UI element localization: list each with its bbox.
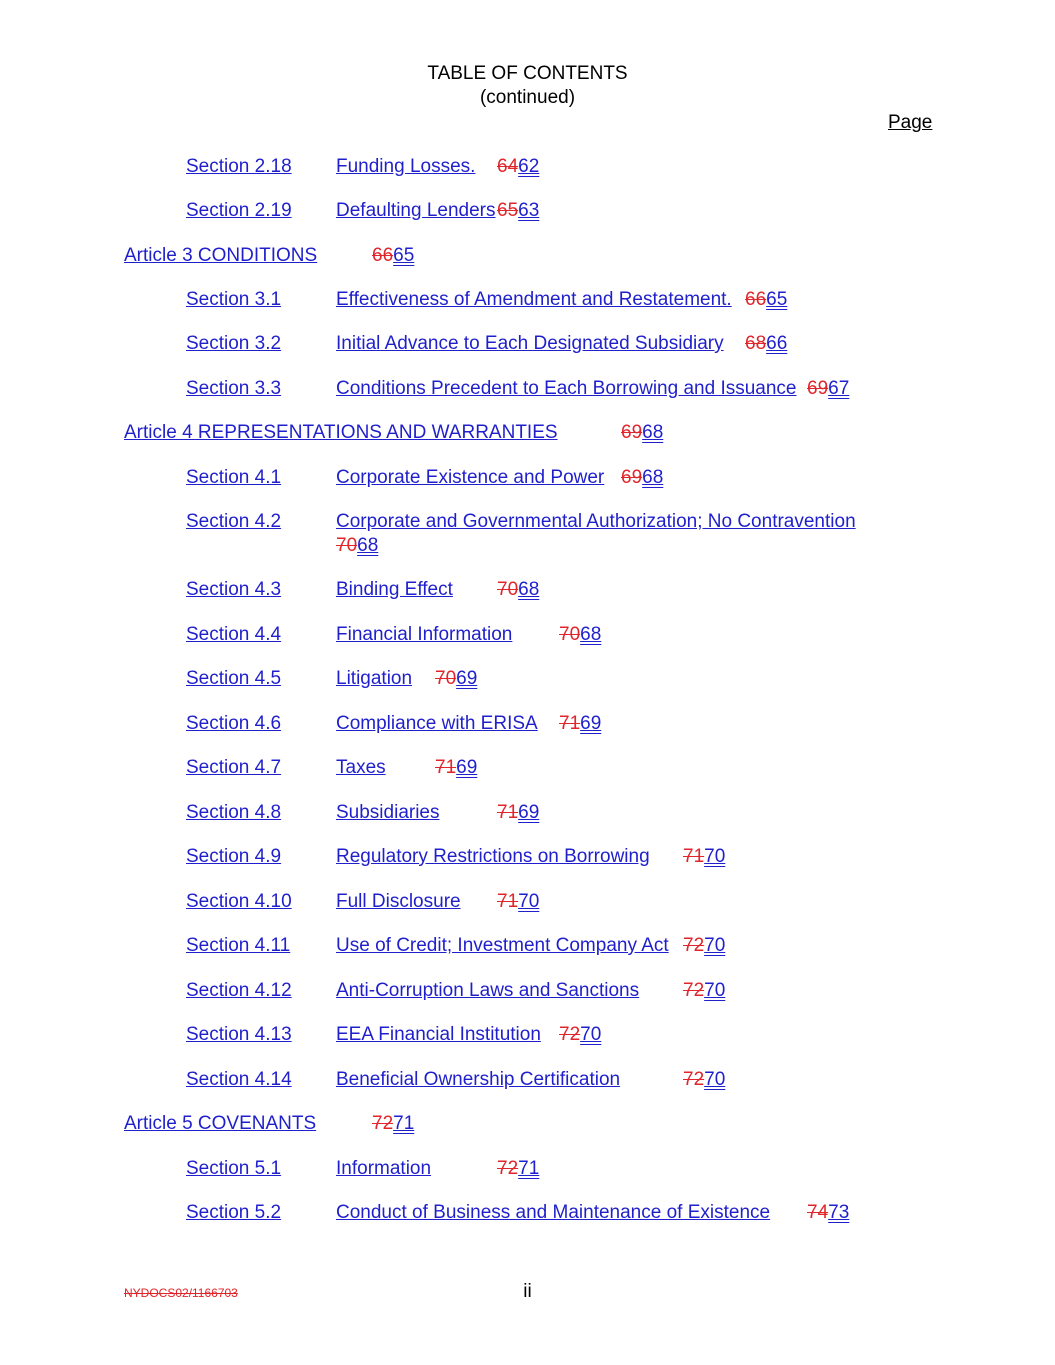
inserted-page: 70 xyxy=(704,980,726,1001)
page-ref-4-9 xyxy=(683,846,725,868)
toc-entry-section-4-6[interactable] xyxy=(186,713,281,735)
section-title: EEA Financial Institution xyxy=(336,1024,541,1045)
deleted-page: 65 xyxy=(497,200,519,221)
toc-entry-section-3-3-title[interactable] xyxy=(336,378,797,400)
toc-entry-section-3-2[interactable] xyxy=(186,333,281,355)
page-ref-4-14 xyxy=(683,1069,725,1091)
page-ref-article-4 xyxy=(621,422,663,444)
page-ref-article-5 xyxy=(372,1113,414,1135)
section-number: Section 4.6 xyxy=(186,713,282,734)
toc-entry-section-3-1-title[interactable] xyxy=(336,289,732,311)
inserted-page: 69 xyxy=(580,713,602,734)
section-number: Section 4.1 xyxy=(186,467,282,488)
deleted-page: 71 xyxy=(497,891,519,912)
page-ref-3-3 xyxy=(807,378,849,400)
page-ref-2-19 xyxy=(497,200,539,222)
toc-entry-section-4-4[interactable] xyxy=(186,624,281,646)
deleted-page: 71 xyxy=(559,713,581,734)
inserted-page: 65 xyxy=(393,245,415,266)
deleted-page: 70 xyxy=(559,624,581,645)
page-ref-4-6 xyxy=(559,713,601,735)
deleted-page: 70 xyxy=(336,535,358,556)
section-number: Section 4.10 xyxy=(186,891,292,912)
inserted-page: 70 xyxy=(704,846,726,867)
section-title: Use of Credit; Investment Company Act xyxy=(336,935,669,956)
inserted-page: 68 xyxy=(580,624,602,645)
section-number: Section 3.1 xyxy=(186,289,282,310)
section-number: Section 3.3 xyxy=(186,378,282,399)
inserted-page: 68 xyxy=(357,535,379,556)
deleted-page: 71 xyxy=(435,757,457,778)
toc-entry-section-4-9-title[interactable] xyxy=(336,846,650,868)
toc-entry-section-4-14[interactable] xyxy=(186,1069,292,1091)
deleted-page: 72 xyxy=(683,935,705,956)
toc-entry-section-4-10-title[interactable] xyxy=(336,891,461,913)
page-ref-4-7 xyxy=(435,757,477,779)
page-ref-3-1 xyxy=(745,289,787,311)
deleted-page: 72 xyxy=(497,1158,519,1179)
deleted-page: 74 xyxy=(807,1202,829,1223)
page-ref-4-12 xyxy=(683,980,725,1002)
section-title: Conduct of Business and Maintenance of Existence xyxy=(336,1202,771,1223)
section-number: Section 4.5 xyxy=(186,668,282,689)
section-title: Compliance with ERISA xyxy=(336,713,538,734)
inserted-page: 69 xyxy=(456,668,478,689)
inserted-page: 65 xyxy=(766,289,788,310)
toc-entry-section-4-11[interactable] xyxy=(186,935,290,957)
section-title: Corporate and Governmental Authorization; No Contravention xyxy=(336,511,856,532)
section-number: Section 4.8 xyxy=(186,802,282,823)
toc-entry-section-4-11-title[interactable] xyxy=(336,935,669,957)
page-ref-4-13 xyxy=(559,1024,601,1046)
inserted-page: 70 xyxy=(704,1069,726,1090)
toc-entry-section-4-13-title[interactable] xyxy=(336,1024,541,1046)
page-column-label: Page xyxy=(888,112,933,133)
document-id: NYDOCS02/1166703 xyxy=(124,1286,238,1300)
toc-entry-section-4-7-title[interactable] xyxy=(336,757,386,779)
section-number: Section 3.2 xyxy=(186,333,282,354)
toc-entry-section-4-3[interactable] xyxy=(186,579,281,601)
toc-entry-section-4-1-title[interactable] xyxy=(336,467,604,489)
deleted-page: 72 xyxy=(683,980,705,1001)
toc-entry-section-4-13[interactable] xyxy=(186,1024,292,1046)
toc-entry-section-4-8[interactable] xyxy=(186,802,281,824)
section-title: Effectiveness of Amendment and Restatement. xyxy=(336,289,732,310)
inserted-page: 73 xyxy=(828,1202,850,1223)
deleted-page: 71 xyxy=(683,846,705,867)
deleted-page: 72 xyxy=(559,1024,581,1045)
toc-entry-article-3[interactable]: Article 3 CONDITIONS xyxy=(124,245,318,266)
toc-entry-article-4[interactable]: Article 4 REPRESENTATIONS AND WARRANTIES xyxy=(124,422,558,443)
deleted-page: 64 xyxy=(497,156,519,177)
page-ref-4-1 xyxy=(621,467,663,489)
inserted-page: 71 xyxy=(393,1113,415,1134)
section-title: Corporate Existence and Power xyxy=(336,467,605,488)
section-number: Section 2.19 xyxy=(186,200,292,221)
page-ref-4-8 xyxy=(497,802,539,824)
toc-entry-section-3-3[interactable] xyxy=(186,378,281,400)
deleted-page: 66 xyxy=(745,289,767,310)
deleted-page: 70 xyxy=(435,668,457,689)
toc-entry-section-4-5[interactable] xyxy=(186,668,281,690)
toc-entry-section-5-2-title[interactable] xyxy=(336,1202,770,1224)
section-number: Section 2.18 xyxy=(186,156,292,177)
section-title: Information xyxy=(336,1158,432,1179)
section-title: Conditions Precedent to Each Borrowing and Issuance xyxy=(336,378,797,399)
page-ref-4-4 xyxy=(559,624,601,646)
section-number: Section 5.1 xyxy=(186,1158,282,1179)
section-number: Section 4.7 xyxy=(186,757,282,778)
page-ref-4-11 xyxy=(683,935,725,957)
section-number: Section 4.12 xyxy=(186,980,292,1001)
toc-entry-section-4-12[interactable] xyxy=(186,980,292,1002)
toc-entry-section-4-12-title[interactable] xyxy=(336,980,639,1002)
toc-entry-section-5-2[interactable] xyxy=(186,1202,281,1224)
inserted-page: 70 xyxy=(580,1024,602,1045)
toc-entry-section-4-10[interactable] xyxy=(186,891,292,913)
deleted-page: 69 xyxy=(807,378,829,399)
page-ref-2-18 xyxy=(497,156,539,178)
section-number: Section 4.2 xyxy=(186,511,282,532)
section-title: Subsidiaries xyxy=(336,802,440,823)
toc-subtitle: (continued) xyxy=(479,87,576,108)
toc-entry-section-4-3-title[interactable] xyxy=(336,579,453,601)
toc-entry-section-4-1[interactable] xyxy=(186,467,281,489)
inserted-page: 68 xyxy=(518,579,540,600)
toc-entry-section-4-7[interactable] xyxy=(186,757,281,779)
deleted-page: 72 xyxy=(683,1069,705,1090)
inserted-page: 67 xyxy=(828,378,850,399)
inserted-page: 68 xyxy=(642,467,664,488)
section-title: Litigation xyxy=(336,668,413,689)
deleted-page: 72 xyxy=(372,1113,394,1134)
toc-entry-section-2-18-title[interactable] xyxy=(336,156,475,178)
toc-entry-section-4-2-title[interactable] xyxy=(336,511,856,533)
page-ref-article-3 xyxy=(372,245,414,267)
toc-entry-section-4-14-title[interactable] xyxy=(336,1069,620,1091)
page-ref-5-1 xyxy=(497,1158,539,1180)
inserted-page: 62 xyxy=(518,156,540,177)
page-ref-4-5 xyxy=(435,668,477,690)
toc-entry-section-4-2[interactable] xyxy=(186,511,281,533)
page-ref-4-10 xyxy=(497,891,539,913)
toc-entry-article-5[interactable]: Article 5 COVENANTS xyxy=(124,1113,317,1134)
inserted-page: 70 xyxy=(518,891,540,912)
inserted-page: 70 xyxy=(704,935,726,956)
toc-entry-section-5-1-title[interactable] xyxy=(336,1158,431,1180)
deleted-page: 70 xyxy=(497,579,519,600)
toc-entry-section-5-1[interactable] xyxy=(186,1158,281,1180)
deleted-page: 69 xyxy=(621,467,643,488)
deleted-page: 66 xyxy=(372,245,394,266)
section-title: Funding Losses. xyxy=(336,156,476,177)
section-number: Section 5.2 xyxy=(186,1202,282,1223)
toc-entry-section-4-9[interactable] xyxy=(186,846,281,868)
section-title: Full Disclosure xyxy=(336,891,461,912)
toc-entry-section-4-5-title[interactable] xyxy=(336,668,412,690)
inserted-page: 63 xyxy=(518,200,540,221)
deleted-page: 69 xyxy=(621,422,643,443)
section-title: Regulatory Restrictions on Borrowing xyxy=(336,846,650,867)
page-ref-4-3 xyxy=(497,579,539,601)
page-number: ii xyxy=(523,1281,532,1302)
inserted-page: 71 xyxy=(518,1158,540,1179)
inserted-page: 69 xyxy=(518,802,540,823)
section-title: Binding Effect xyxy=(336,579,453,600)
section-number: Section 4.4 xyxy=(186,624,282,645)
toc-entry-section-2-19-title[interactable] xyxy=(336,200,496,222)
section-title: Taxes xyxy=(336,757,386,778)
toc-entry-section-2-18[interactable] xyxy=(186,156,292,178)
section-title: Initial Advance to Each Designated Subsidiary xyxy=(336,333,724,354)
section-title: Financial Information xyxy=(336,624,513,645)
section-number: Section 4.9 xyxy=(186,846,282,867)
toc-title: TABLE OF CONTENTS xyxy=(427,63,628,84)
page-ref-5-2 xyxy=(807,1202,849,1224)
toc-entry-section-4-6-title[interactable] xyxy=(336,713,538,735)
section-number: Section 4.11 xyxy=(186,935,291,956)
section-title: Beneficial Ownership Certification xyxy=(336,1069,621,1090)
inserted-page: 69 xyxy=(456,757,478,778)
page-ref-4-2 xyxy=(336,535,378,557)
inserted-page: 66 xyxy=(766,333,788,354)
section-number: Section 4.3 xyxy=(186,579,282,600)
deleted-page: 68 xyxy=(745,333,767,354)
toc-entry-section-4-8-title[interactable] xyxy=(336,802,440,824)
section-number: Section 4.13 xyxy=(186,1024,292,1045)
page-ref-3-2 xyxy=(745,333,787,355)
toc-entry-section-3-1[interactable] xyxy=(186,289,281,311)
section-number: Section 4.14 xyxy=(186,1069,292,1090)
inserted-page: 68 xyxy=(642,422,664,443)
deleted-page: 71 xyxy=(497,802,519,823)
section-title: Anti-Corruption Laws and Sanctions xyxy=(336,980,640,1001)
toc-entry-section-4-4-title[interactable] xyxy=(336,624,512,646)
toc-entry-section-3-2-title[interactable] xyxy=(336,333,724,355)
section-title: Defaulting Lenders xyxy=(336,200,496,221)
toc-entry-section-2-19[interactable] xyxy=(186,200,292,222)
